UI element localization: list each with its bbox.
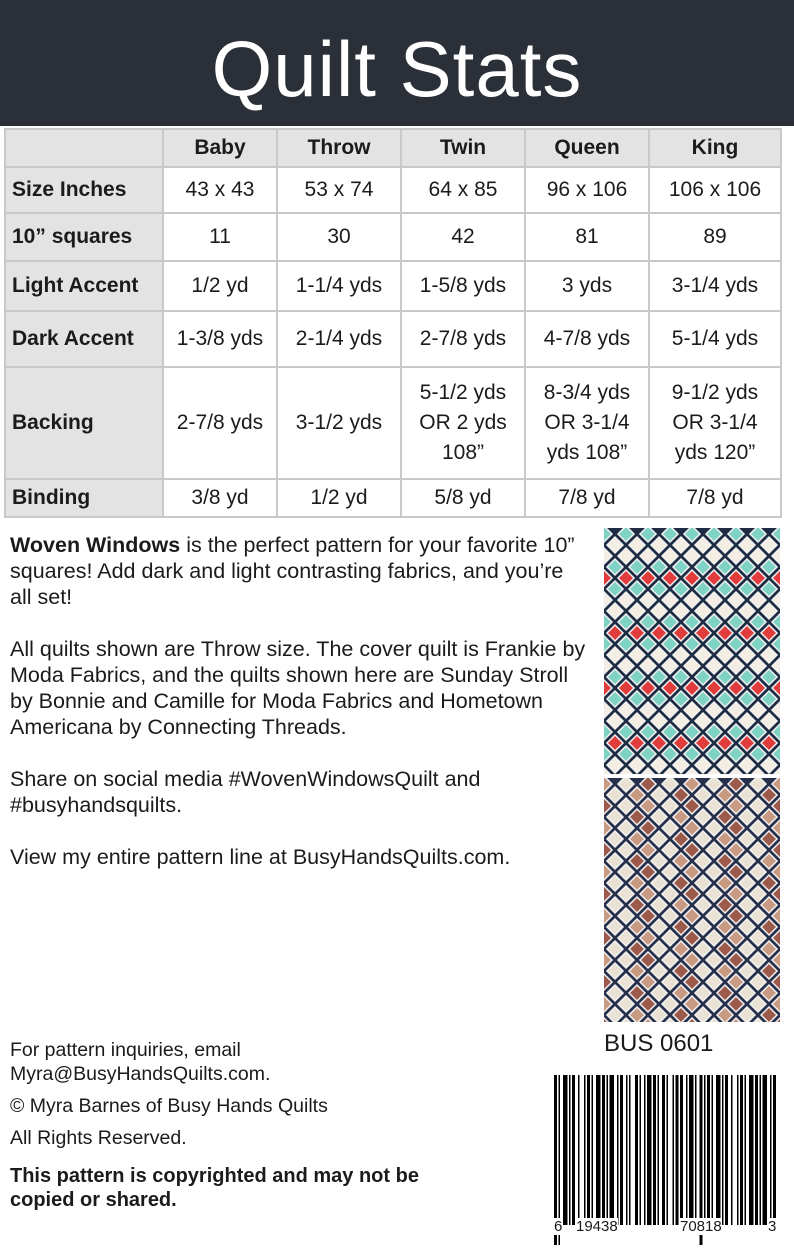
table-cell: 96 x 106	[525, 167, 649, 213]
row-label: Backing	[5, 367, 163, 479]
cell-line: OR 3-1/4	[672, 411, 758, 434]
row-label: Size Inches	[5, 167, 163, 213]
barcode-bar	[755, 1075, 758, 1225]
table-cell: 1/2 yd	[163, 261, 277, 311]
table-cell	[525, 367, 649, 479]
table-cell: 42	[401, 213, 525, 261]
barcode-bar	[740, 1075, 743, 1225]
barcode-bar	[667, 1075, 669, 1225]
barcode-bar	[770, 1075, 772, 1225]
copyright-text: © Myra Barnes of Busy Hands Quilts	[10, 1095, 328, 1117]
table-row	[5, 261, 781, 311]
table-cell: 81	[525, 213, 649, 261]
cell-line: 108”	[441, 441, 485, 464]
barcode-bar	[653, 1075, 656, 1225]
pattern-description	[10, 532, 590, 896]
table-cell: 53 x 74	[277, 167, 401, 213]
table-row	[5, 311, 781, 367]
table-cell	[649, 367, 781, 479]
table-cell: 3-1/4 yds	[649, 261, 781, 311]
barcode-bar	[680, 1075, 683, 1225]
barcode-bar	[725, 1075, 728, 1225]
barcode-bar	[602, 1075, 605, 1225]
table-row	[5, 167, 781, 213]
table-cell: 64 x 85	[401, 167, 525, 213]
quilt-photo-2-image	[604, 778, 780, 1022]
page-title: Quilt Stats	[211, 25, 583, 113]
intro-paragraph	[10, 532, 590, 610]
cell-line: OR 3-1/4	[544, 411, 630, 434]
table-row	[5, 213, 781, 261]
column-header: King	[649, 129, 781, 167]
row-label: Binding	[5, 479, 163, 517]
table-cell: 30	[277, 213, 401, 261]
table-cell: 1-5/8 yds	[401, 261, 525, 311]
rights-text: All Rights Reserved.	[10, 1127, 187, 1149]
cell-line: 3-1/2 yds	[295, 411, 383, 434]
cell-line: yds 108”	[546, 441, 628, 464]
copyright-warning: This pattern is copyrighted and may not be copied or shared.	[10, 1165, 419, 1211]
barcode-bar	[572, 1075, 575, 1225]
barcode-bar	[563, 1075, 568, 1225]
table-cell: 3/8 yd	[163, 479, 277, 517]
barcode-bar	[592, 1075, 594, 1225]
pattern-line-paragraph: View my entire pattern line at BusyHandsQuilts.com.	[10, 845, 511, 869]
pattern-name: Woven Windows	[10, 533, 181, 557]
table-cell: 43 x 43	[163, 167, 277, 213]
table-cell: 5/8 yd	[401, 479, 525, 517]
barcode-bar	[689, 1075, 694, 1225]
social-paragraph: Share on social media #WovenWindowsQuilt and #busyhandsquilts.	[10, 767, 481, 817]
table-cell: 1-1/4 yds	[277, 261, 401, 311]
barcode-bar	[745, 1075, 747, 1225]
table-cell: 2-7/8 yds	[401, 311, 525, 367]
barcode-bar	[749, 1075, 754, 1225]
table-cell	[163, 367, 277, 479]
cell-line: 2-7/8 yds	[176, 411, 264, 434]
barcode-bar	[695, 1075, 697, 1225]
row-label: Light Accent	[5, 261, 163, 311]
table-cell: 1/2 yd	[277, 479, 401, 517]
barcode-bar	[620, 1075, 623, 1225]
table-cell: 3 yds	[525, 261, 649, 311]
barcode-bar	[596, 1075, 601, 1225]
product-code: BUS 0601	[604, 1030, 714, 1057]
barcode-bar	[673, 1075, 675, 1225]
barcode-bar	[712, 1075, 714, 1225]
row-label: Dark Accent	[5, 311, 163, 367]
corner-cell	[5, 129, 163, 167]
quilt-stats-table-wrapper	[4, 128, 780, 518]
barcode-bar	[731, 1075, 733, 1225]
table-cell: 7/8 yd	[525, 479, 649, 517]
column-header: Baby	[163, 129, 277, 167]
cell-line: OR 2 yds	[419, 411, 507, 434]
barcode-digit-group: 3	[768, 1218, 777, 1235]
table-cell: 4-7/8 yds	[525, 311, 649, 367]
table-row	[5, 367, 781, 479]
contact-info	[10, 1038, 430, 1220]
barcode-bar	[640, 1075, 642, 1225]
barcode-bar	[707, 1075, 710, 1225]
barcode-bar	[578, 1075, 580, 1225]
barcode-digit-group: 19438	[576, 1218, 618, 1235]
table-cell: 2-1/4 yds	[277, 311, 401, 367]
table-cell: 7/8 yd	[649, 479, 781, 517]
quilt-stats-table	[4, 128, 782, 518]
barcode-digit-group: 6	[554, 1218, 563, 1235]
cell-line: 9-1/2 yds	[671, 381, 759, 404]
barcode-bar	[716, 1075, 721, 1225]
barcode-bar	[626, 1075, 628, 1225]
barcode-bar	[737, 1075, 739, 1225]
barcode-bar	[704, 1075, 706, 1225]
table-cell: 89	[649, 213, 781, 261]
table-cell	[401, 367, 525, 479]
table-cell	[277, 367, 401, 479]
table-header-row	[5, 129, 781, 167]
column-header: Throw	[277, 129, 401, 167]
intro-text: is the perfect pattern for your favorite 10” squares! Add dark and light contrasting fabrics, and you’re all set!	[10, 533, 575, 609]
cell-line: yds 120”	[674, 441, 756, 464]
barcode-bar	[607, 1075, 609, 1225]
row-label: 10” squares	[5, 213, 163, 261]
barcode-bar	[584, 1075, 586, 1225]
cell-line: 5-1/2 yds	[419, 381, 507, 404]
title-banner	[0, 0, 794, 126]
barcode-digit-group: 70818	[680, 1218, 722, 1235]
barcode-bar	[722, 1075, 724, 1225]
barcode-bar	[610, 1075, 615, 1225]
quilt-photo-1	[604, 528, 780, 774]
barcode-bar	[686, 1075, 688, 1225]
table-row	[5, 479, 781, 517]
barcode-bar	[644, 1075, 646, 1225]
barcode-bar	[617, 1075, 619, 1225]
barcode-bar	[676, 1075, 679, 1225]
fabrics-paragraph: All quilts shown are Throw size. The cover quilt is Frankie by Moda Fabrics, and the quilts shown here are Sunday Stroll by Bonnie and Camille for Moda Fabrics and Hometown Americana by Connecting Threads.	[10, 637, 586, 739]
quilt-photo-1-image	[604, 528, 780, 774]
barcode-bar	[629, 1075, 631, 1225]
table-cell: 11	[163, 213, 277, 261]
barcode-bar	[635, 1075, 638, 1225]
quilt-photo-2	[604, 778, 780, 1022]
barcode-bar	[763, 1075, 768, 1225]
barcode-bar	[587, 1075, 590, 1225]
barcode-bar	[773, 1075, 776, 1225]
barcode-bar	[569, 1075, 571, 1225]
table-cell: 1-3/8 yds	[163, 311, 277, 367]
cell-line: 8-3/4 yds	[543, 381, 631, 404]
inquiries-text: For pattern inquiries, email Myra@BusyHandsQuilts.com.	[10, 1039, 271, 1085]
barcode-bar	[662, 1075, 665, 1225]
barcode-bar	[658, 1075, 660, 1225]
column-header: Queen	[525, 129, 649, 167]
table-cell: 106 x 106	[649, 167, 781, 213]
table-cell: 5-1/4 yds	[649, 311, 781, 367]
column-header: Twin	[401, 129, 525, 167]
barcode-bar	[647, 1075, 652, 1225]
barcode-bar	[760, 1075, 762, 1225]
